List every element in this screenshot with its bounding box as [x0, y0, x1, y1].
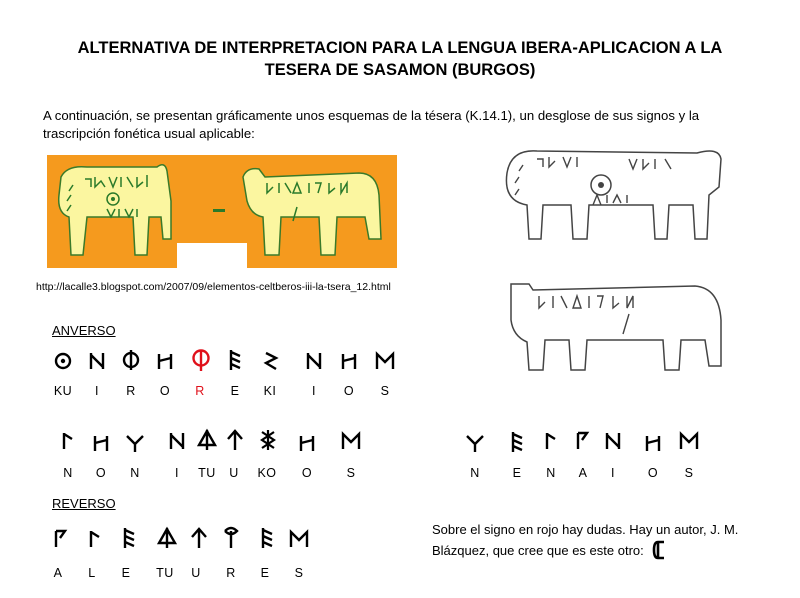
trans-n: N	[63, 466, 73, 480]
glyph-o-3	[88, 432, 114, 458]
trans-s: S	[380, 384, 390, 398]
glyph-i-3	[164, 430, 190, 456]
tessera-drawing-anverso	[497, 143, 729, 248]
trans-ko: KO	[257, 466, 277, 480]
glyph-i	[84, 350, 110, 376]
glyph-u-2	[186, 526, 212, 552]
page-title	[20, 37, 780, 81]
doubt-note	[432, 520, 782, 566]
trans-i-4: I	[611, 466, 615, 480]
note-line-1: Sobre el signo en rojo hay dudas. Hay un autor, J. M.	[432, 522, 739, 537]
trans-ki: KI	[263, 384, 277, 398]
trans-o-2: O	[343, 384, 355, 398]
intro-line-1: A continuación, se presentan gráficamente unos esquemas de la tésera (K.14.1), un desglose de sus signos y la	[43, 108, 700, 123]
glyph-o-4	[294, 432, 320, 458]
glyph-n	[55, 430, 81, 456]
glyph-n-3	[462, 432, 488, 458]
trans-u-2: U	[191, 566, 201, 580]
glyph-o	[152, 350, 178, 376]
trans-n-4: N	[546, 466, 556, 480]
glyph-ku	[50, 350, 76, 376]
glyph-a-2	[48, 528, 74, 554]
trans-o-4: O	[301, 466, 313, 480]
trans-e-2: E	[512, 466, 522, 480]
glyph-e	[222, 348, 248, 374]
trans-tu: TU	[198, 466, 216, 480]
glyph-l	[82, 528, 108, 554]
trans-ku: KU	[53, 384, 73, 398]
glyph-i-2	[301, 350, 327, 376]
glyph-s-2	[338, 430, 364, 456]
alternate-glyph-icon	[651, 539, 667, 566]
trans-e-4: E	[260, 566, 270, 580]
trans-i-2: I	[312, 384, 316, 398]
title-line-2: TESERA DE SASAMON (BURGOS)	[264, 61, 536, 79]
glyph-r-2	[218, 526, 244, 552]
source-url: http://lacalle3.blogspot.com/2007/09/elementos-celtberos-iii-la-tsera_12.html	[36, 281, 391, 293]
trans-o: O	[159, 384, 171, 398]
glyph-e-3	[116, 526, 142, 552]
tessera-color-image	[47, 155, 397, 268]
trans-i-3: I	[175, 466, 179, 480]
trans-u: U	[229, 466, 239, 480]
note-line-2: Blázquez, que cree que es este otro:	[432, 539, 782, 566]
trans-r: R	[126, 384, 136, 398]
glyph-n-4	[538, 430, 564, 456]
glyph-tu	[194, 428, 220, 454]
glyph-s	[372, 350, 398, 376]
glyph-n-2	[122, 432, 148, 458]
tessera-drawing-reverso	[505, 270, 730, 378]
glyph-o-2	[336, 350, 362, 376]
glyph-u	[222, 428, 248, 454]
title-line-1: ALTERNATIVA DE INTERPRETACION PARA LA LENGUA IBERA-APLICACION A LA	[77, 39, 723, 57]
glyph-a	[570, 430, 596, 456]
trans-i: I	[95, 384, 99, 398]
glyph-i-4	[600, 430, 626, 456]
intro-paragraph	[43, 107, 763, 143]
trans-s-3: S	[684, 466, 694, 480]
trans-s-2: S	[346, 466, 356, 480]
anverso-heading: ANVERSO	[52, 323, 116, 338]
trans-n-3: N	[470, 466, 480, 480]
trans-s-4: S	[294, 566, 304, 580]
trans-r-2: R	[226, 566, 236, 580]
reverso-heading: REVERSO	[52, 496, 116, 511]
trans-o-3: O	[95, 466, 107, 480]
glyph-e-2	[504, 430, 530, 456]
trans-a-2: A	[53, 566, 63, 580]
glyph-s-3	[676, 430, 702, 456]
glyph-s-4	[286, 528, 312, 554]
trans-o-5: O	[647, 466, 659, 480]
glyph-o-5	[640, 432, 666, 458]
glyph-r-doubt	[188, 348, 214, 374]
trans-e-3: E	[121, 566, 131, 580]
trans-a: A	[578, 466, 588, 480]
trans-e: E	[230, 384, 240, 398]
glyph-e-4	[254, 526, 280, 552]
glyph-ki	[258, 350, 284, 376]
intro-line-2: trascripción fonética usual aplicable:	[43, 126, 255, 141]
glyph-r	[118, 348, 144, 374]
glyph-ko	[255, 428, 281, 454]
trans-tu-2: TU	[156, 566, 174, 580]
trans-l: L	[88, 566, 96, 580]
trans-r-doubt: R	[195, 384, 205, 398]
trans-n-2: N	[130, 466, 140, 480]
glyph-tu-2	[154, 526, 180, 552]
